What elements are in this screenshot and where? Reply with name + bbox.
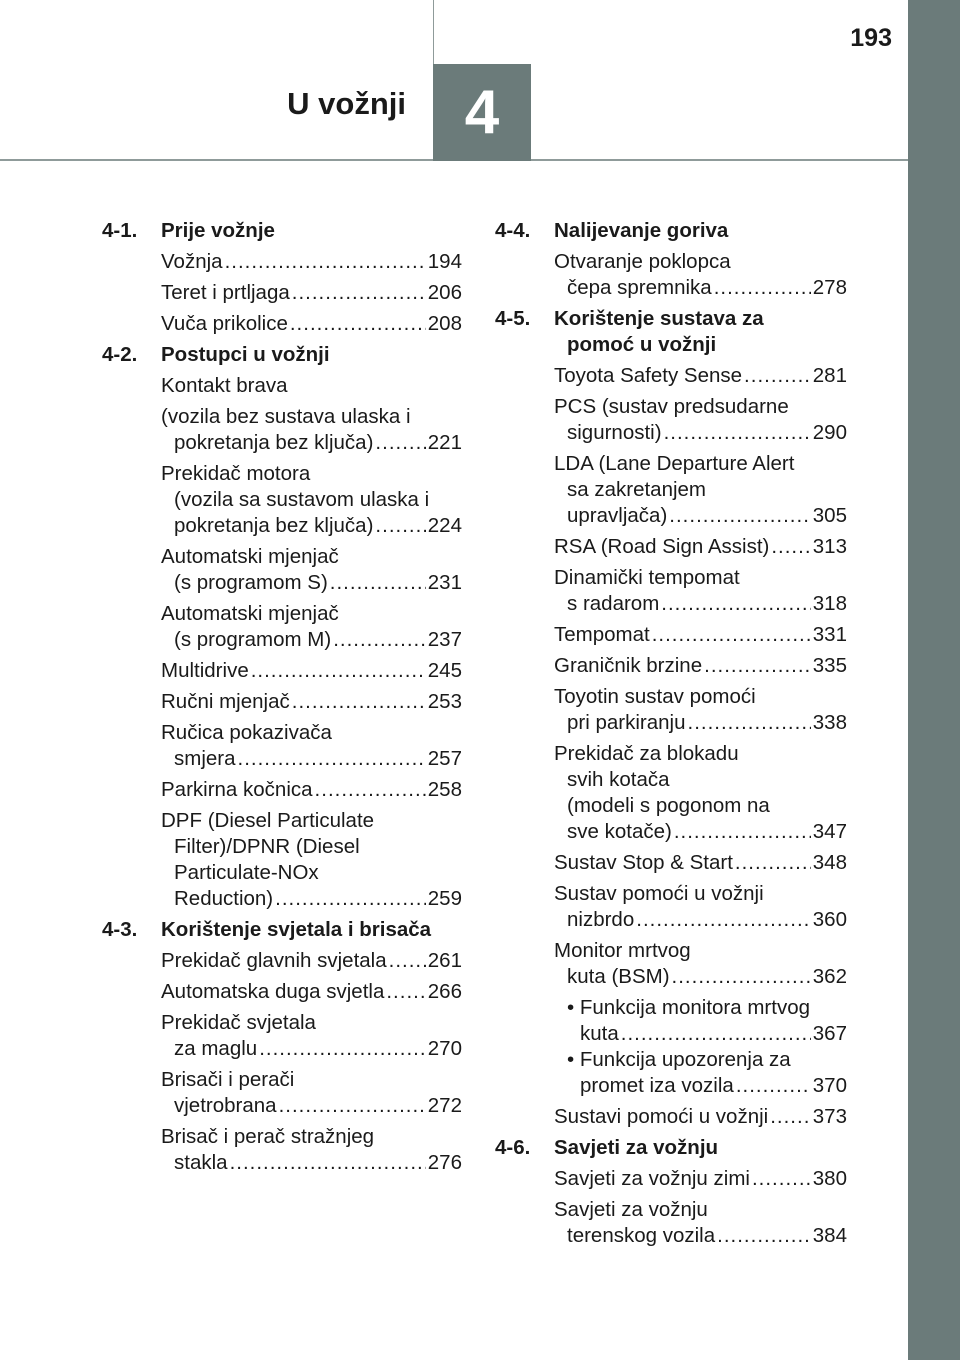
subitem-title-row (554, 1021, 847, 1047)
toc-section-heading (495, 1135, 847, 1161)
section-number: 4-3. (102, 918, 138, 941)
leader-dots (251, 658, 426, 684)
leader-dots (375, 430, 425, 456)
entry-title-line: Reduction) (174, 887, 274, 910)
page-reference: 253 (427, 690, 462, 713)
entry-title-row (161, 1036, 462, 1062)
leader-dots (664, 420, 811, 446)
page-reference: 258 (427, 778, 462, 801)
entry-title-line: Prekidač glavnih svjetala (161, 949, 387, 972)
entry-title-line: pokretanja bez ključa) (174, 431, 374, 454)
toc-entry[interactable] (161, 1067, 462, 1119)
entry-title-line: Filter)/DPNR (Diesel (174, 835, 360, 858)
entry-title-line: (vozila sa sustavom ulaska i (174, 488, 430, 511)
leader-dots (621, 1021, 811, 1047)
entry-title-line: Vuča prikolice (161, 312, 288, 335)
page-reference: 272 (427, 1094, 462, 1117)
entry-title-line: pri parkiranju (567, 711, 686, 734)
section-title (161, 342, 462, 368)
page-reference: 259 (427, 887, 462, 910)
entry-title-row (161, 886, 462, 912)
entry-title-line: svih kotača (567, 768, 670, 791)
entry-title-line: Otvaranje poklopca (554, 250, 731, 273)
entry-title-line: (s programom M) (174, 628, 332, 651)
toc-entry[interactable] (554, 565, 847, 617)
toc-section-heading (102, 342, 462, 368)
toc-section-heading (102, 917, 462, 943)
leader-dots (661, 591, 811, 617)
entry-title-row (554, 420, 847, 446)
leader-dots (333, 627, 426, 653)
page-reference: 347 (812, 820, 847, 843)
toc-entry[interactable] (554, 451, 847, 529)
leader-dots (636, 907, 811, 933)
toc-entry[interactable] (161, 689, 462, 715)
entry-title-line: Monitor mrtvog (554, 939, 691, 962)
entry-title-line: Multidrive (161, 659, 249, 682)
section-title (554, 306, 847, 358)
section-title (161, 218, 462, 244)
section-title-line: Korištenje svjetala i brisača (161, 918, 432, 941)
leader-dots (714, 275, 811, 301)
page-reference: 360 (812, 908, 847, 931)
entry-title-row (161, 948, 462, 974)
toc-subitem[interactable] (554, 1047, 847, 1099)
page-reference: 362 (812, 965, 847, 988)
entry-title-row (554, 503, 847, 529)
subitem-title-line: kuta (580, 1022, 619, 1045)
toc-entry[interactable] (161, 948, 462, 974)
page-reference: 257 (427, 747, 462, 770)
leader-dots (736, 1073, 811, 1099)
entry-title-line: nizbrdo (567, 908, 635, 931)
entry-title-line: Ručica pokazivača (161, 721, 332, 744)
page-reference: 194 (427, 250, 462, 273)
leader-dots (259, 1036, 426, 1062)
entry-title-line: sve kotače) (567, 820, 672, 843)
entry-title-row (554, 964, 847, 990)
entry-title-line: Brisač i perač stražnjeg (161, 1125, 375, 1148)
entry-title-line: Toyota Safety Sense (554, 364, 743, 387)
section-title-line: Savjeti za vožnju (554, 1136, 719, 1159)
section-number: 4-6. (495, 1136, 531, 1159)
leader-dots (386, 979, 425, 1005)
subitem-title-line: • Funkcija upozorenja za (567, 1048, 791, 1071)
entry-title-line: Prekidač motora (161, 462, 311, 485)
page-reference: 348 (812, 851, 847, 874)
section-title-line: Nalijevanje goriva (554, 219, 729, 242)
section-title (554, 218, 847, 244)
leader-dots (672, 964, 811, 990)
page-reference: 276 (427, 1151, 462, 1174)
entry-title-line: terenskog vozila (567, 1224, 716, 1247)
section-title-line: Prije vožnje (161, 219, 275, 242)
entry-title-line: Sustavi pomoći u vožnji (554, 1105, 769, 1128)
entry-title-row (161, 658, 462, 684)
leader-dots (744, 363, 811, 389)
entry-title-line: Kontakt brava (161, 374, 288, 397)
section-number: 4-1. (102, 219, 138, 242)
leader-dots (315, 777, 426, 803)
page-reference: 208 (427, 312, 462, 335)
entry-title-line: Tempomat (554, 623, 650, 646)
page-reference: 384 (812, 1224, 847, 1247)
entry-title-line: pokretanja bez ključa) (174, 514, 374, 537)
page-reference: 331 (812, 623, 847, 646)
chapter-number-tab (433, 64, 531, 161)
page-reference: 380 (812, 1167, 847, 1190)
leader-dots (735, 850, 811, 876)
section-title (161, 917, 462, 943)
page-reference: 313 (812, 535, 847, 558)
entry-title-line: Graničnik brzine (554, 654, 703, 677)
entry-title-row (161, 627, 462, 653)
toc-entry[interactable] (161, 280, 462, 306)
toc-section-heading (495, 218, 847, 244)
entry-title-row (554, 622, 847, 648)
leader-dots (674, 819, 811, 845)
leader-dots (704, 653, 811, 679)
side-tab-bar (908, 0, 960, 1360)
entry-title-line: Dinamički tempomat (554, 566, 740, 589)
chapter-number: 4 (464, 78, 500, 147)
entry-title-line: Savjeti za vožnju (554, 1198, 708, 1221)
entry-title-row (161, 979, 462, 1005)
page-reference: 281 (812, 364, 847, 387)
entry-title-line: stakla (174, 1151, 228, 1174)
toc-entry[interactable] (554, 881, 847, 933)
entry-title-row (554, 907, 847, 933)
leader-dots (230, 1150, 426, 1176)
entry-title-line: Automatska duga svjetla (161, 980, 385, 1003)
page-number: 193 (850, 24, 892, 52)
leader-dots (717, 1223, 811, 1249)
page-reference: 237 (427, 628, 462, 651)
toc-subitem[interactable] (554, 995, 847, 1047)
toc-entry[interactable] (554, 1104, 847, 1130)
toc-entry[interactable] (161, 311, 462, 337)
toc-right-column (495, 218, 847, 1254)
entry-title-line: Brisači i perači (161, 1068, 295, 1091)
entry-title-row (554, 534, 847, 560)
entry-title-row (161, 430, 462, 456)
leader-dots (375, 513, 425, 539)
toc-entry[interactable] (161, 720, 462, 772)
entry-title-line: Toyotin sustav pomoći (554, 685, 756, 708)
toc-entry[interactable] (554, 534, 847, 560)
toc-subitems (554, 995, 847, 1099)
leader-dots (770, 1104, 811, 1130)
subitem-title-line: • Funkcija monitora mrtvog (567, 996, 811, 1019)
entry-title-row (554, 363, 847, 389)
section-number: 4-4. (495, 219, 531, 242)
leader-dots (330, 570, 426, 596)
entry-title-row (554, 1104, 847, 1130)
toc-section-heading (495, 306, 847, 358)
toc-entry[interactable] (554, 363, 847, 389)
entry-title-line: Automatski mjenjač (161, 602, 339, 625)
leader-dots (238, 746, 426, 772)
entry-title-line: za maglu (174, 1037, 258, 1060)
toc-section-heading (102, 218, 462, 244)
leader-dots (275, 886, 426, 912)
page-reference: 261 (427, 949, 462, 972)
entry-title-line: Sustav Stop & Start (554, 851, 733, 874)
page-reference: 338 (812, 711, 847, 734)
entry-title-line: smjera (174, 747, 236, 770)
page-reference: 206 (427, 281, 462, 304)
entry-title-line: upravljača) (567, 504, 668, 527)
toc-entry[interactable] (161, 777, 462, 803)
toc-entry[interactable] (161, 544, 462, 596)
leader-dots (688, 710, 811, 736)
page-reference: 266 (427, 980, 462, 1003)
entry-title-line: Prekidač za blokadu (554, 742, 739, 765)
entry-title-row (161, 249, 462, 275)
entry-title-row (161, 1093, 462, 1119)
chapter-title: U vožnji (287, 86, 406, 121)
entry-title-line: sa zakretanjem (567, 478, 707, 501)
page-reference: 224 (427, 514, 462, 537)
section-number: 4-5. (495, 307, 531, 330)
entry-title-line: Savjeti za vožnju zimi (554, 1167, 750, 1190)
entry-title-line: kuta (BSM) (567, 965, 670, 988)
toc-entry[interactable] (161, 601, 462, 653)
leader-dots (292, 280, 426, 306)
toc-entry[interactable] (554, 850, 847, 876)
toc-entry[interactable] (161, 979, 462, 1005)
entry-title-line: Automatski mjenjač (161, 545, 339, 568)
subitem-title-line: promet iza vozila (580, 1074, 734, 1097)
toc-entry[interactable] (554, 1166, 847, 1192)
entry-title-row (554, 591, 847, 617)
entry-title-line: vjetrobrana (174, 1094, 277, 1117)
toc-entry[interactable] (554, 741, 847, 845)
toc-entry[interactable] (161, 658, 462, 684)
leader-dots (292, 689, 426, 715)
toc-entry[interactable] (554, 622, 847, 648)
section-title-line: Postupci u vožnji (161, 343, 330, 366)
entry-title-row (554, 850, 847, 876)
toc-entry[interactable] (161, 373, 462, 399)
page-reference: 318 (812, 592, 847, 615)
page-reference: 367 (812, 1022, 847, 1045)
section-number: 4-2. (102, 343, 138, 366)
leader-dots (771, 534, 810, 560)
entry-title-line: (modeli s pogonom na (567, 794, 770, 817)
toc-entry[interactable] (161, 461, 462, 539)
entry-title-line: (s programom S) (174, 571, 328, 594)
entry-title-line: RSA (Road Sign Assist) (554, 535, 770, 558)
toc-entry[interactable] (161, 1010, 462, 1062)
toc-entry[interactable] (161, 249, 462, 275)
leader-dots (652, 622, 811, 648)
entry-title-row (554, 1166, 847, 1192)
toc-entry[interactable] (161, 1124, 462, 1176)
leader-dots (752, 1166, 811, 1192)
entry-title-row (161, 570, 462, 596)
entry-title-row (161, 777, 462, 803)
entry-title-line: Teret i prtljaga (161, 281, 290, 304)
leader-dots (389, 948, 426, 974)
entry-title-line: Sustav pomoći u vožnji (554, 882, 764, 905)
page-reference: 335 (812, 654, 847, 677)
toc-entry[interactable] (161, 808, 462, 912)
leader-dots (669, 503, 811, 529)
entry-title-line: LDA (Lane Departure Alert (554, 452, 795, 475)
toc-entry[interactable] (554, 684, 847, 736)
entry-title-row (554, 819, 847, 845)
entry-title-row (161, 1150, 462, 1176)
section-title-line: Korištenje sustava za (554, 307, 764, 330)
page-reference: 373 (812, 1105, 847, 1128)
entry-title-row (161, 689, 462, 715)
toc-entry[interactable] (554, 1197, 847, 1249)
entry-title-row (554, 653, 847, 679)
header-divider-vertical (433, 0, 434, 64)
page-reference: 245 (427, 659, 462, 682)
page-reference: 370 (812, 1074, 847, 1097)
leader-dots (225, 249, 426, 275)
entry-title-line: Particulate-NOx (174, 861, 319, 884)
entry-title-line: sigurnosti) (567, 421, 662, 444)
page-reference: 270 (427, 1037, 462, 1060)
entry-title-row (161, 311, 462, 337)
entry-title-row (161, 280, 462, 306)
entry-title-line: (vozila bez sustava ulaska i (161, 405, 411, 428)
entry-title-line: s radarom (567, 592, 660, 615)
entry-title-line: čepa spremnika (567, 276, 712, 299)
entry-title-row (161, 746, 462, 772)
page-reference: 231 (427, 571, 462, 594)
entry-title-row (554, 1223, 847, 1249)
toc-left-column (102, 218, 462, 1181)
entry-title-line: DPF (Diesel Particulate (161, 809, 375, 832)
section-title-line: pomoć u vožnji (567, 333, 717, 356)
entry-title-row (161, 513, 462, 539)
entry-title-line: Prekidač svjetala (161, 1011, 316, 1034)
toc-entry[interactable] (554, 249, 847, 301)
entry-title-line: Parkirna kočnica (161, 778, 313, 801)
entry-title-row (554, 710, 847, 736)
entry-title-line: PCS (sustav predsudarne (554, 395, 789, 418)
toc-entry[interactable] (554, 653, 847, 679)
page-reference: 290 (812, 421, 847, 444)
toc-entry[interactable] (161, 404, 462, 456)
section-title (554, 1135, 847, 1161)
leader-dots (279, 1093, 426, 1119)
page-reference: 221 (427, 431, 462, 454)
page-reference: 278 (812, 276, 847, 299)
toc-entry[interactable] (554, 394, 847, 446)
page-reference: 305 (812, 504, 847, 527)
entry-title-row (554, 275, 847, 301)
entry-title-line: Vožnja (161, 250, 223, 273)
entry-title-line: Ručni mjenjač (161, 690, 290, 713)
subitem-title-row (554, 1073, 847, 1099)
leader-dots (290, 311, 426, 337)
toc-entry[interactable] (554, 938, 847, 990)
